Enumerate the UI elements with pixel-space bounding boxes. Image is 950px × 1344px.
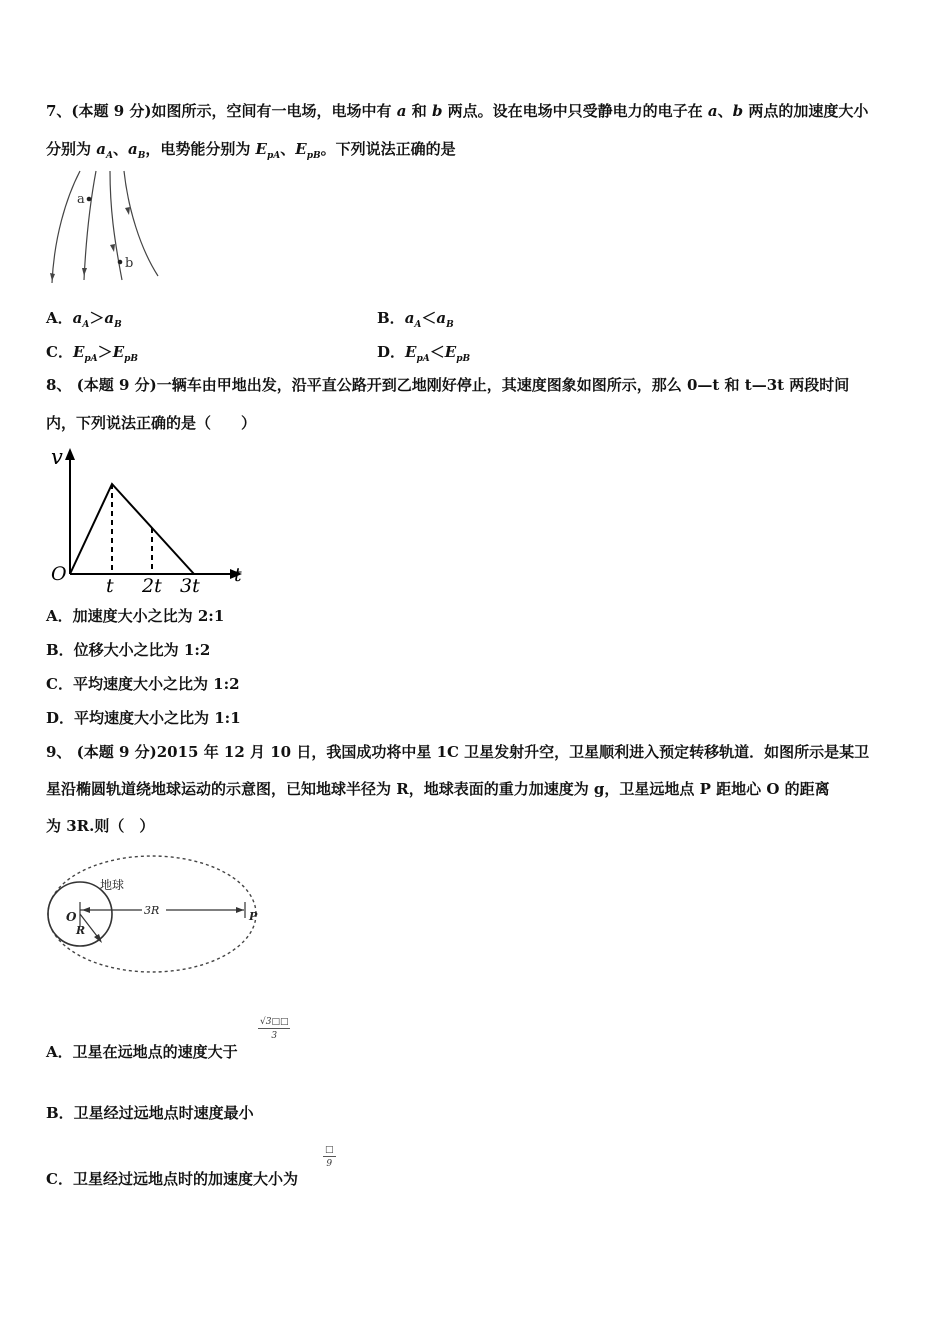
- q8-option-b[interactable]: B．位移大小之比为 1:2: [46, 641, 211, 659]
- q7-option-d[interactable]: D．$E_{pA}<E_{pB}$: [377, 343, 471, 364]
- label-b: b: [125, 256, 134, 271]
- tick-3t: 3t: [180, 575, 200, 596]
- q7-line-1: 7、(本题 9 分)如图所示，空间有一电场，电场中有 a 和 b 两点。设在电场中只受静电力的电子在 a、b 两点的加速度大小: [46, 102, 869, 120]
- q7-option-b[interactable]: B．$a_A<a_B$: [377, 309, 454, 330]
- electric-field-figure: [44, 168, 166, 286]
- var-b: b: [431, 102, 443, 120]
- q7-option-a[interactable]: A．$a_A>a_B$: [46, 309, 122, 330]
- q9-line-2: 星沿椭圆轨道绕地球运动的示意图，已知地球半径为 R，地球表面的重力加速度为 g，卫星远地点 P 距地心 O 的距离: [46, 780, 830, 798]
- point-b: [118, 260, 123, 265]
- q8-option-d[interactable]: D．平均速度大小之比为 1:1: [46, 709, 241, 727]
- y-axis-arrow: [65, 448, 75, 460]
- field-line-2: [84, 171, 96, 280]
- tick-2t: 2t: [142, 575, 162, 596]
- q9-line-1: 9、 (本题 9 分)2015 年 12 月 10 日，我国成功将中星 1C 卫星发射升空，卫星顺利进入预定转移轨道．如图所示是某卫: [46, 743, 870, 761]
- q7-line-2: 分别为 $a_A$、$a_B$，电势能分别为 $E_{pA}$、$E_{pB}$。下列说法正确的是: [46, 140, 456, 161]
- label-a: a: [77, 192, 85, 207]
- q9-option-a-fraction: $\frac{√3□□}{3}$: [260, 1017, 289, 1041]
- center-label: O: [66, 910, 77, 924]
- tick-t: t: [106, 575, 114, 596]
- distance-label: 3R: [144, 904, 160, 917]
- q7-option-c[interactable]: C．$E_{pA}>E_{pB}$: [46, 343, 139, 364]
- q8-line-1: 8、 (本题 9 分)一辆车由甲地出发，沿平直公路开到乙地刚好停止，其速度图象如图所示，那么 0—t 和 t—3t 两段时间: [46, 376, 850, 394]
- radius-label: R: [76, 924, 86, 937]
- y-label: v: [51, 445, 63, 469]
- earth-label: 地球: [100, 878, 125, 892]
- point-a: [87, 197, 92, 202]
- q9-option-c-fraction: □ 9: [325, 1145, 334, 1169]
- field-line-1: [52, 171, 80, 283]
- q8-option-a[interactable]: A．加速度大小之比为 2:1: [46, 607, 225, 625]
- point-p-label: P: [249, 910, 258, 923]
- velocity-time-graph: [48, 444, 248, 596]
- velocity-curve: [70, 484, 194, 574]
- var-a: a: [396, 102, 407, 120]
- q8-line-2: 内，下列说法正确的是（ ）: [46, 414, 257, 432]
- q9-option-b[interactable]: B．卫星经过远地点时速度最小: [46, 1104, 254, 1122]
- x-label: t: [234, 564, 242, 586]
- q8-option-c[interactable]: C．平均速度大小之比为 1:2: [46, 675, 240, 693]
- satellite-orbit-figure: [44, 852, 268, 976]
- q9-option-a[interactable]: A．卫星在远地点的速度大于: [46, 1043, 238, 1061]
- q9-line-3: 为 3R.则（ ）: [46, 817, 155, 835]
- q9-option-c[interactable]: C．卫星经过远地点时的加速度大小为: [46, 1170, 298, 1188]
- origin-label: O: [51, 563, 67, 585]
